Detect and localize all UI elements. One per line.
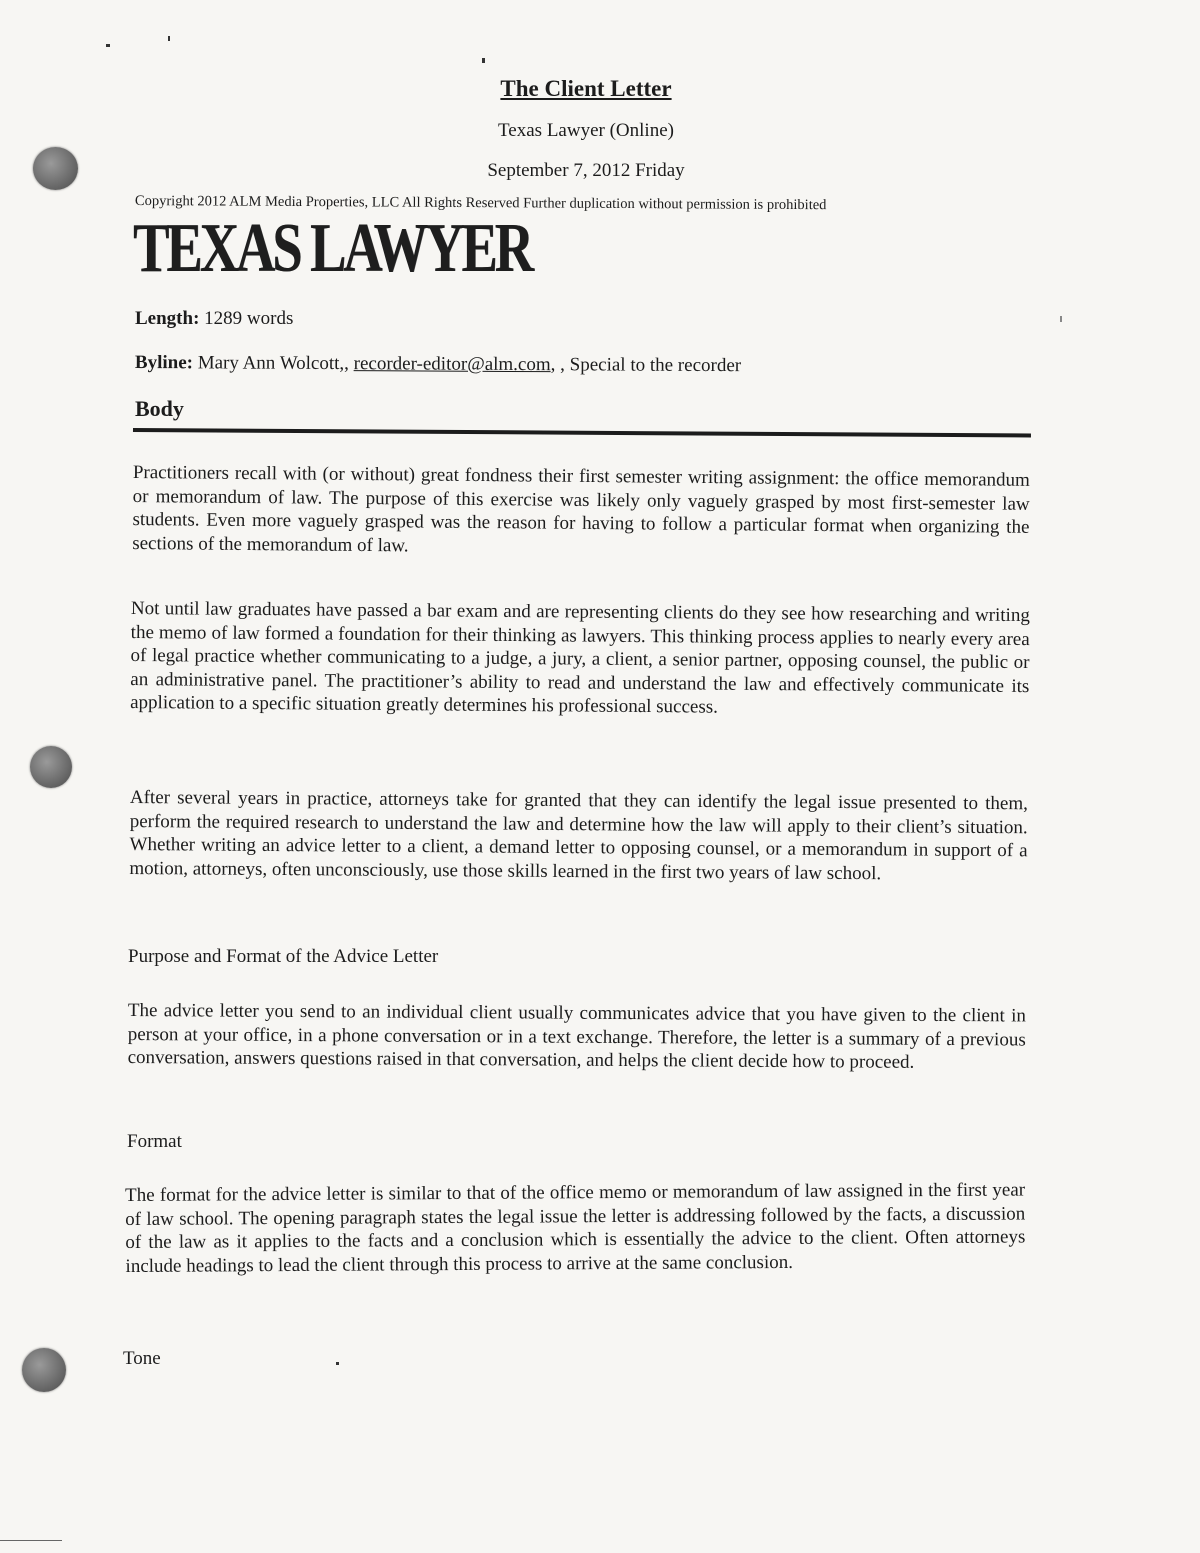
length-label: Length:	[135, 308, 200, 329]
texas-lawyer-logo: TEXAS LAWYER	[133, 210, 531, 287]
publication-date: September 7, 2012 Friday	[487, 160, 685, 181]
body-paragraph-1: Practitioners recall with (or without) great fondness their first semester writing assignment: the office memorandum or memorandum of law. The purpose of this exercise was likely only vaguely grasped by most first-semester law students. Even more vaguely grasped was the reason for having to follow a particular format when organizing the sections of the memorandum of law.	[132, 461, 1030, 556]
copyright-notice: Copyright 2012 ALM Media Properties, LLC All Rights Reserved Further duplication without permission is prohibited	[134, 193, 827, 214]
byline-name: Mary Ann Wolcott,,	[197, 352, 349, 375]
body-paragraph-4: The advice letter you send to an individual client usually communicates advice that you have given to the client in person at your office, in a phone conversation or in a text exchange. Therefore, the letter is a summary of a previous conversation, answers questions raised in that conversation, and helps the client decide how to proceed.	[127, 1000, 1026, 1073]
byline-email-link[interactable]: recorder-editor@alm.com	[353, 353, 551, 376]
byline-rest: , , Special to the recorder	[550, 354, 742, 377]
section-heading-purpose: Purpose and Format of the Advice Letter	[128, 946, 439, 967]
scan-speck	[168, 36, 170, 41]
scan-speck	[336, 1362, 339, 1365]
body-paragraph-2: Not until law graduates have passed a bar exam and are representing clients do they see how researching and writing the memo of law formed a foundation for their thinking as lawyers. This thinking process applies to nearly every area of legal practice whether communicating to a judge, a jury, a client, a senior partner, opposing counsel, the public or an administrative panel. The practitioner’s ability to read and understand the law and effectively communicate its application to a specific situation greatly determines his professional success.	[130, 597, 1030, 718]
scan-speck	[482, 58, 485, 63]
length-value: 1289 words	[204, 308, 294, 329]
scan-line	[0, 1540, 62, 1541]
scan-speck	[1060, 316, 1062, 322]
binder-hole-bottom	[22, 1348, 66, 1392]
body-heading: Body	[135, 396, 184, 421]
byline-label: Byline:	[134, 352, 194, 374]
binder-hole-middle	[30, 746, 72, 788]
scan-speck	[106, 44, 110, 47]
byline-line	[135, 352, 741, 377]
body-paragraph-3: After several years in practice, attorneys take for granted that they can identify the legal issue presented to them, perform the required research to understand the law and determine how the law will apply to their client’s situation. Whether writing an advice letter to a client, a demand letter to opposing counsel, or a memorandum in support of a motion, attorneys, often unconsciously, use those skills learned in the first two years of law school.	[129, 787, 1028, 884]
article-title: The Client Letter	[500, 76, 672, 101]
body-divider	[133, 428, 1031, 437]
publication-source: Texas Lawyer (Online)	[498, 120, 674, 141]
section-heading-format: Format	[127, 1131, 182, 1152]
length-line	[135, 308, 293, 330]
section-heading-tone: Tone	[123, 1348, 161, 1369]
body-paragraph-5: The format for the advice letter is similar to that of the office memo or memorandum of law assigned in the first year of law school. The opening paragraph states the legal issue the letter is addressing followed by the facts, a discussion of the law as it applies to the facts and a conclusion which is essentially the advice to the client. Often attorneys include headings to lead the client through this process to arrive at the same conclusion.	[125, 1179, 1026, 1277]
